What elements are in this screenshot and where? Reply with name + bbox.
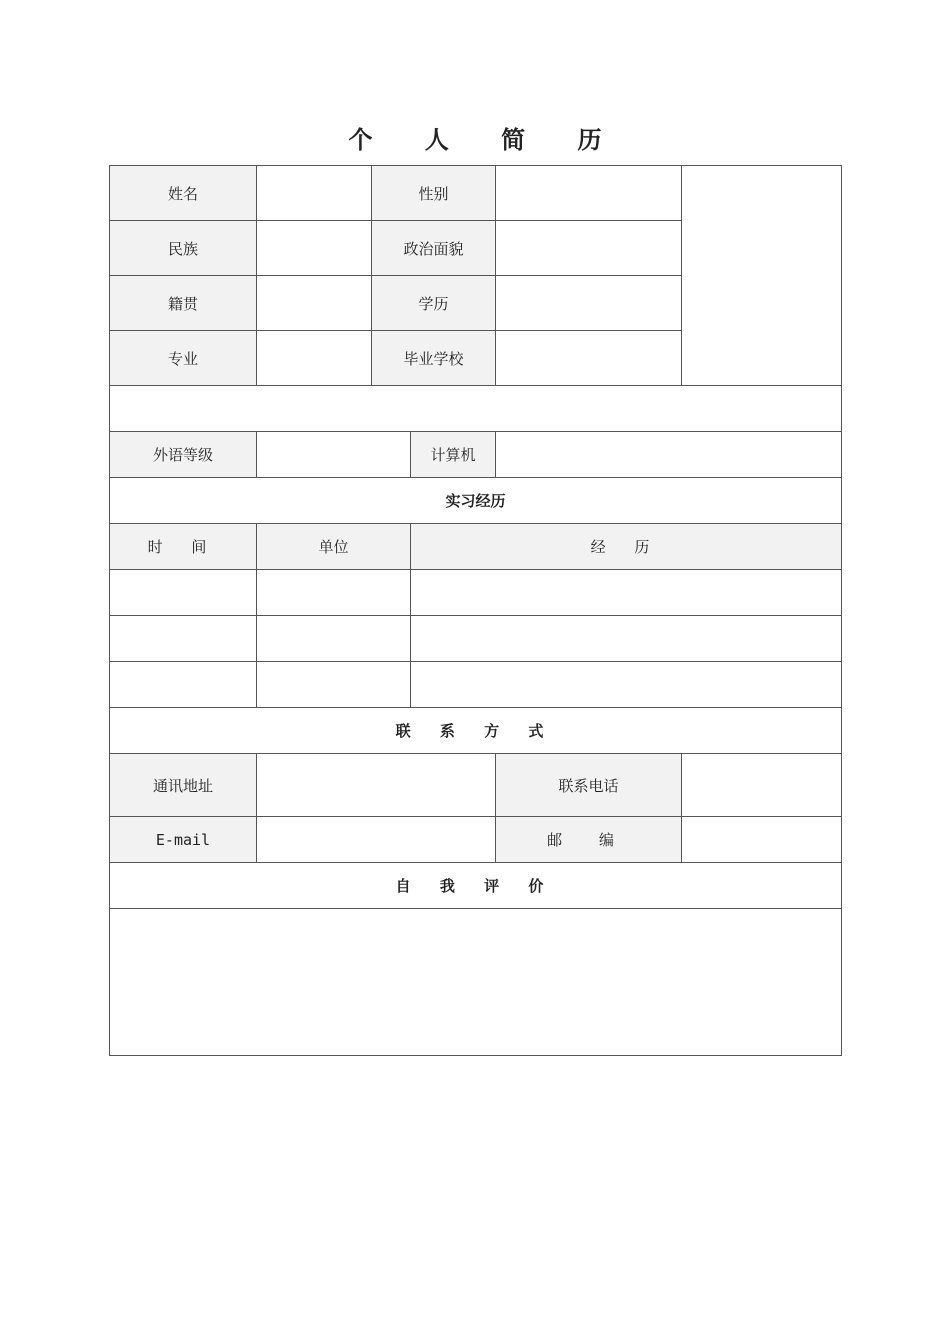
self-eval-section-text: 自 我 评 价 xyxy=(395,877,556,895)
row-internship-columns xyxy=(110,524,842,570)
language-label: 外语等级 xyxy=(110,432,257,478)
self-eval-content[interactable] xyxy=(110,909,842,1056)
row-blank xyxy=(110,386,842,432)
education-value[interactable] xyxy=(496,276,682,331)
internship-unit-cell[interactable] xyxy=(257,570,411,616)
internship-row xyxy=(110,570,842,616)
major-value[interactable] xyxy=(257,331,372,386)
col-experience-header xyxy=(411,524,842,570)
col-unit-header: 单位 xyxy=(257,524,411,570)
col-experience-text: 经 历 xyxy=(590,538,662,556)
internship-experience-cell[interactable] xyxy=(411,616,842,662)
resume-table xyxy=(109,165,842,1056)
row-self-eval-header xyxy=(110,863,842,909)
internship-experience-cell[interactable] xyxy=(411,570,842,616)
name-value[interactable] xyxy=(257,166,372,221)
zip-label xyxy=(496,817,682,863)
internship-row xyxy=(110,662,842,708)
page-title: 个 人 简 历 xyxy=(348,125,624,154)
row-address-phone xyxy=(110,754,842,817)
row-self-eval-body xyxy=(110,909,842,1056)
email-value[interactable] xyxy=(257,817,496,863)
col-time-text: 时 间 xyxy=(147,538,219,556)
internship-experience-cell[interactable] xyxy=(411,662,842,708)
contact-section-text: 联 系 方 式 xyxy=(395,722,556,740)
contact-section-title xyxy=(110,708,842,754)
internship-unit-cell[interactable] xyxy=(257,662,411,708)
internship-time-cell[interactable] xyxy=(110,616,257,662)
internship-time-cell[interactable] xyxy=(110,570,257,616)
computer-label: 计算机 xyxy=(411,432,496,478)
internship-unit-cell[interactable] xyxy=(257,616,411,662)
col-time-header xyxy=(110,524,257,570)
gender-label: 性别 xyxy=(372,166,496,221)
email-label: E-mail xyxy=(110,817,257,863)
ethnicity-label: 民族 xyxy=(110,221,257,276)
address-value[interactable] xyxy=(257,754,496,817)
zip-value[interactable] xyxy=(682,817,842,863)
school-value[interactable] xyxy=(496,331,682,386)
ethnicity-value[interactable] xyxy=(257,221,372,276)
address-label: 通讯地址 xyxy=(110,754,257,817)
origin-value[interactable] xyxy=(257,276,372,331)
political-label: 政治面貌 xyxy=(372,221,496,276)
school-label: 毕业学校 xyxy=(372,331,496,386)
blank-cell[interactable] xyxy=(110,386,842,432)
row-contact-header xyxy=(110,708,842,754)
self-eval-section-title xyxy=(110,863,842,909)
internship-section-title: 实习经历 xyxy=(110,478,842,524)
political-value[interactable] xyxy=(496,221,682,276)
name-label: 姓名 xyxy=(110,166,257,221)
row-skills xyxy=(110,432,842,478)
row-internship-header xyxy=(110,478,842,524)
computer-value[interactable] xyxy=(496,432,842,478)
photo-area[interactable] xyxy=(682,166,842,386)
education-label: 学历 xyxy=(372,276,496,331)
internship-time-cell[interactable] xyxy=(110,662,257,708)
language-value[interactable] xyxy=(257,432,411,478)
phone-value[interactable] xyxy=(682,754,842,817)
row-email-zip xyxy=(110,817,842,863)
internship-row xyxy=(110,616,842,662)
row-name-gender xyxy=(110,166,842,221)
gender-value[interactable] xyxy=(496,166,682,221)
zip-label-text: 邮 编 xyxy=(547,831,630,849)
phone-label: 联系电话 xyxy=(496,754,682,817)
origin-label: 籍贯 xyxy=(110,276,257,331)
major-label: 专业 xyxy=(110,331,257,386)
